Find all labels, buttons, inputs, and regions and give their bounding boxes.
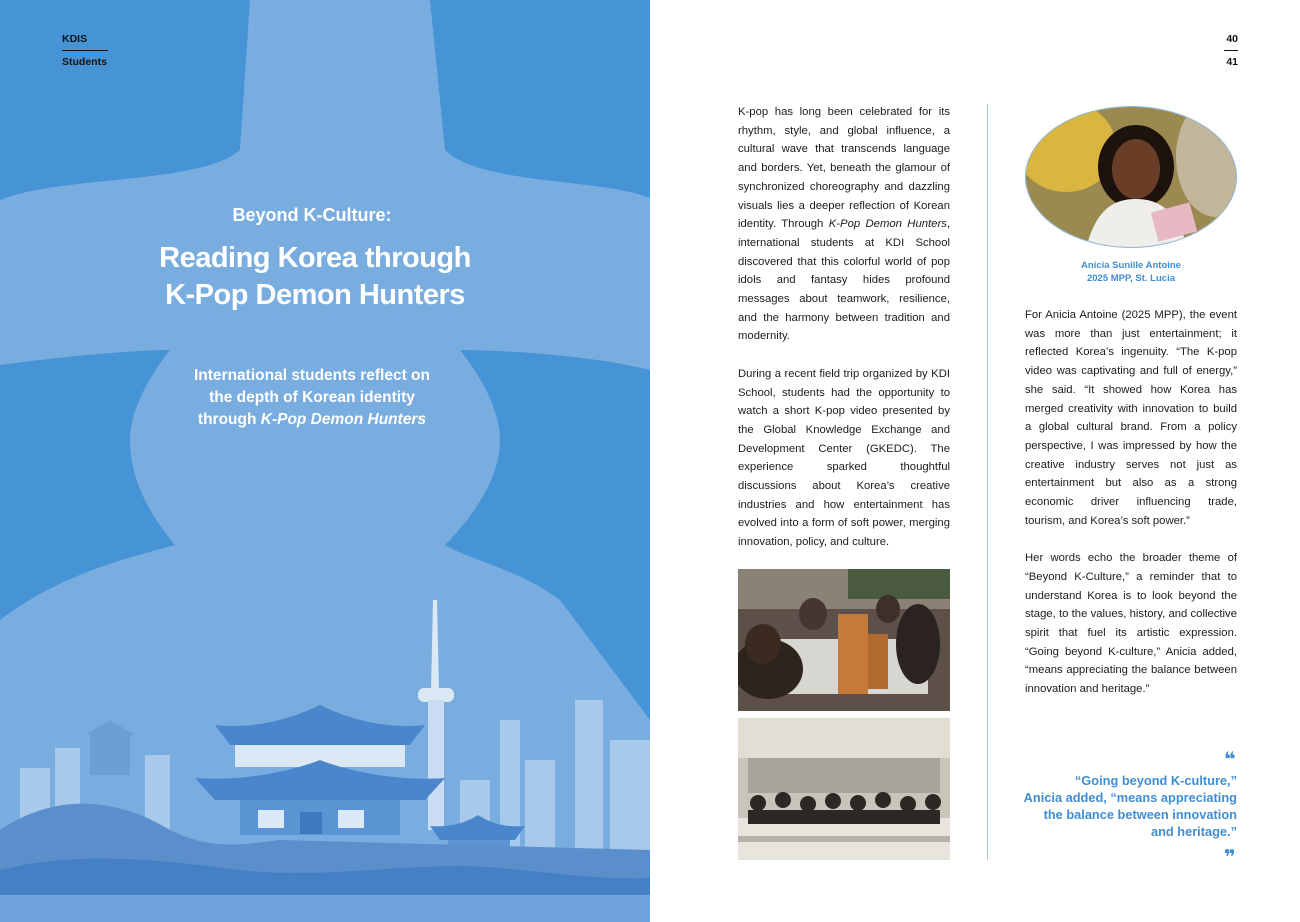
paragraph-1-end: , international students at KDI School discovered that this colorful world of pop idols and fantasy hides profound messages about teamwork, resilience, and the harmony between tradition and modernity. [738, 218, 950, 343]
paragraph-3: For Anicia Antoine (2025 MPP), the event was more than just entertainment; it reflected Korea’s ingenuity. “The K-pop video was captivating and full of energy,” she said. “It showed how Korea has merged creativity with innovation to build a global cultural brand. From a policy perspective, I was impressed by how the creative industry serves not just as entertainment but also as a strong economic driver influencing trade, tourism, and Korea’s soft power.” [1025, 309, 1237, 527]
page-number-divider [1224, 50, 1238, 51]
profile-program: 2025 MPP, St. Lucia [1086, 273, 1175, 284]
subtitle-line-3-italic: K-Pop Demon Hunters [260, 411, 427, 428]
photo-workshop [738, 569, 950, 711]
section-label: KDIS [62, 33, 88, 45]
subtitle-line-1: International students reflect on [194, 367, 430, 384]
pull-quote-line-4: and heritage.” [1150, 824, 1237, 839]
pull-quote-line-3: the balance between innovation [1043, 807, 1237, 822]
cover-title [0, 240, 630, 314]
ground-steps [0, 895, 650, 922]
cover-title-line-1: Reading Korea through [159, 242, 471, 274]
paragraph-1-italic: K-Pop Demon Hunters [828, 218, 947, 231]
close-quote-icon: ❞ [1224, 847, 1236, 869]
article-column-2 [1025, 306, 1237, 717]
header-divider [62, 50, 108, 51]
subtitle-line-3 [170, 409, 454, 431]
cover-subtitle [170, 365, 454, 431]
subtitle-line-3-prefix: through [197, 411, 261, 428]
running-header-left [62, 33, 108, 68]
profile-name: Anicia Sunille Antoine [1081, 260, 1181, 271]
paragraph-1-start: K-pop has long been celebrated for its rhythm, style, and global influence, a cultural wave that transcends language and borders. Yet, beneath the glamour of synchronized choreography and dazzling visuals lies a deeper reflection of Korean identity. Through [738, 106, 950, 231]
pull-quote-line-2: Anicia added, “means appreciating [1023, 790, 1237, 805]
cover-kicker: Beyond K-Culture: [232, 205, 392, 225]
paragraph-2: During a recent field trip organized by KDI School, students had the opportunity to watch a short K-pop video presented by the Global Knowledge Exchange and Development Center (GKEDC). The experience sparked thoughtful discussions about Korea’s creative industries and how entertainment has evolved into a form of soft power, merging innovation, policy, and culture. [738, 367, 950, 549]
subsection-label: Students [62, 56, 107, 68]
photo-lecture-hall [738, 718, 950, 860]
column-divider [987, 104, 988, 860]
profile-caption [1025, 259, 1237, 285]
paragraph-1 [738, 103, 950, 346]
open-quote-icon: ❝ [1224, 749, 1236, 771]
page-number-right: 41 [1226, 56, 1238, 68]
pull-quote [997, 772, 1237, 840]
cover-title-line-2: K-Pop Demon Hunters [165, 279, 465, 311]
paragraph-4: Her words echo the broader theme of “Beyond K-Culture,” a reminder that to understand Korea is to look beyond the stage, to the values, history, and collective spirit that fuel its artistic expression. “Going beyond K-culture,” Anicia added, “means appreciating the balance between innovation and heritage.” [1025, 552, 1237, 696]
pull-quote-line-1: “Going beyond K-culture,” [1074, 773, 1237, 788]
subtitle-line-2: the depth of Korean identity [209, 389, 415, 406]
article-column-1 [738, 103, 950, 571]
portrait-photo [1025, 106, 1237, 248]
page-number-left: 40 [1226, 33, 1238, 45]
running-header-right [1224, 33, 1238, 68]
